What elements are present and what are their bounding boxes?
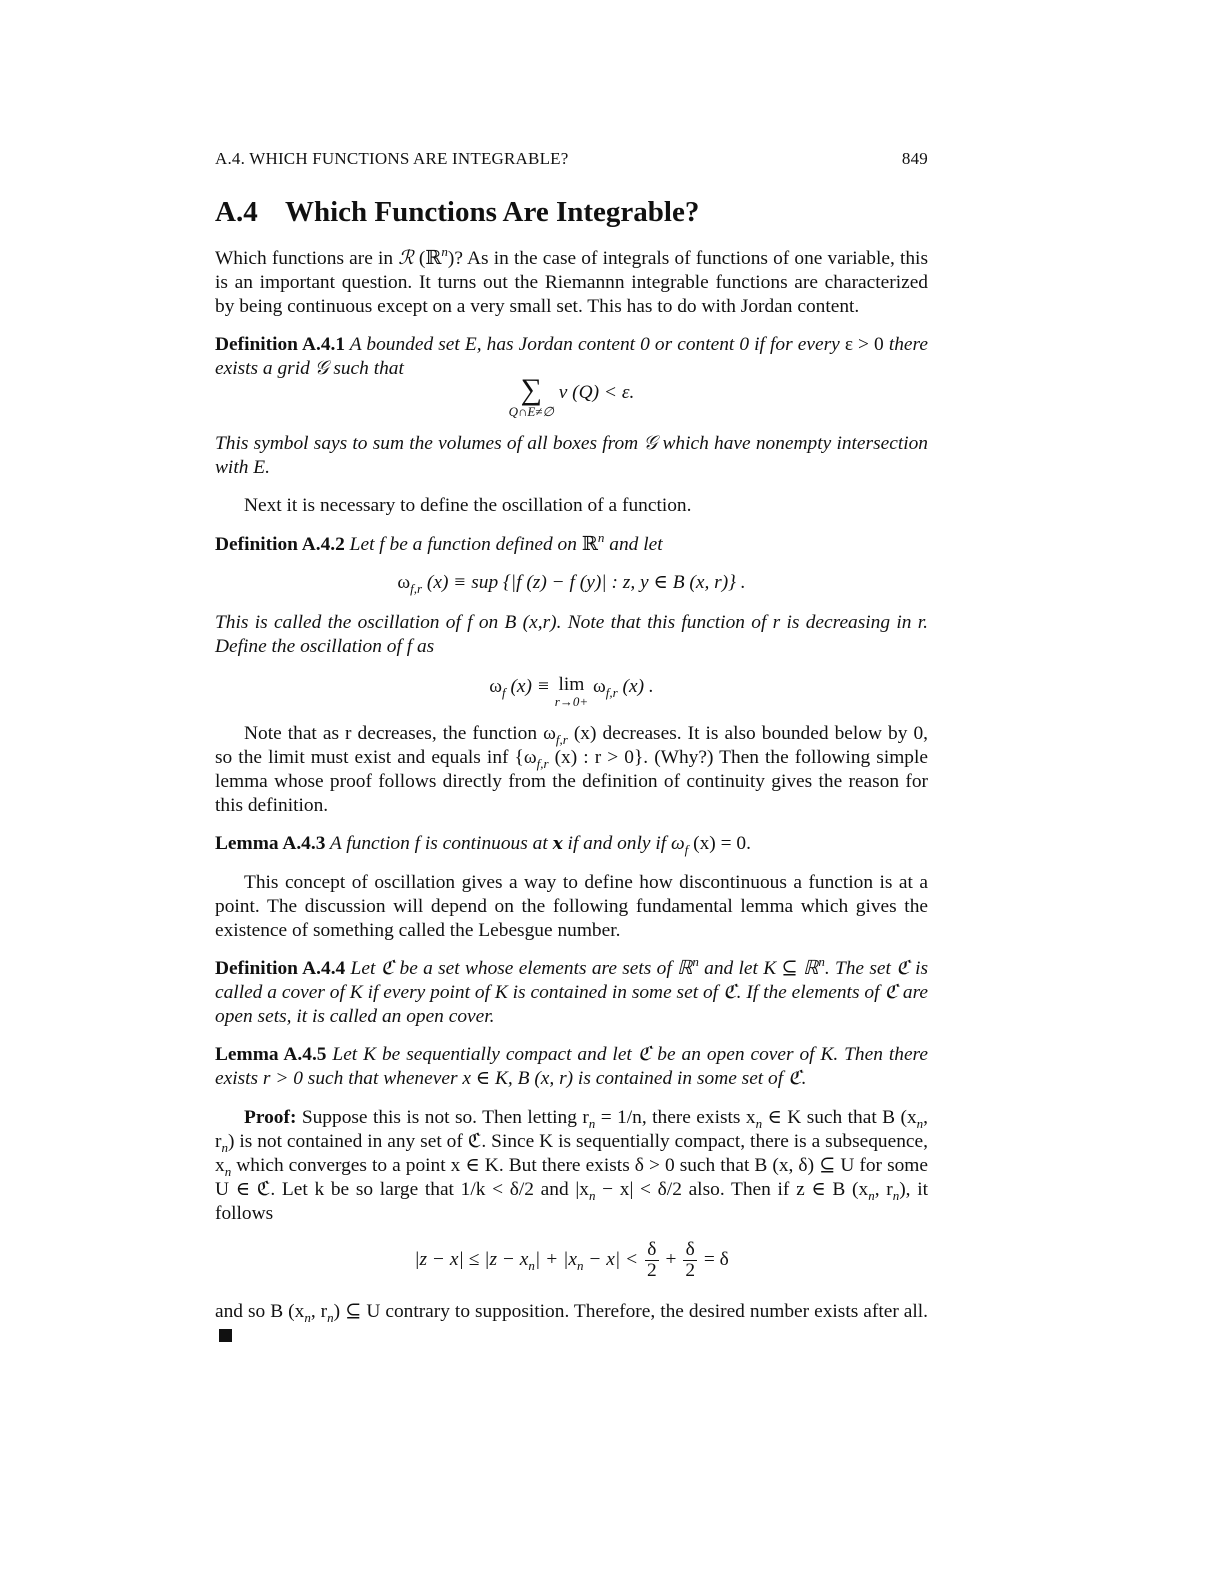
definition-a41: Definition A.4.1 A bounded set E, has Jordan content 0 or content 0 if for every ε > 0 there exists a grid 𝒢 such that (215, 334, 928, 379)
concept-paragraph: This concept of oscillation gives a way to define how discontinuous a function is at a point. The discussion will depend on the following fundamental lemma which gives the existence of something called the Lebesgue number. (215, 872, 928, 941)
limit-equation: $\omega_f$ (x) ≡ lim r→0+ $\omega_{f,r}$ (x) . (489, 674, 654, 709)
intro-paragraph: Which functions are in ℛ (ℝ$^n$)? As in the case of integrals of functions of one variable, this is an important question. It turns out the Riemannn integrable functions are characterized by being continuous except on a very small set. This has to do with Jordan content. (215, 244, 928, 317)
definition-label: Definition A.4.1 (215, 334, 346, 355)
oscillation-intro: Next it is necessary to define the oscillation of a function. (244, 495, 692, 516)
lemma-a45: Lemma A.4.5 Let K be sequentially compact and let ℭ be an open cover of K. Then there exists r > 0 such that whenever x ∈ K, B (x, r) is contained in some set of ℭ. (215, 1044, 928, 1089)
section-heading (215, 194, 699, 230)
definition-a44: Definition A.4.4 Let ℭ be a set whose elements are sets of ℝ$^n$ and let K ⊆ ℝ$^n$. The set ℭ is called a cover of K if every point of K is contained in some set of ℭ. If the elements of ℭ are open sets, it is called an open cover. (215, 954, 929, 1027)
lemma-a43: Lemma A.4.3 A function f is continuous at x if and only if $\omega_f$ (x) = 0. (215, 833, 751, 857)
section-title: Which Functions Are Integrable? (285, 196, 700, 228)
proof-paragraph: Proof: Suppose this is not so. Then letting $r_n = 1/n$, there exists $x_n$ ∈ K such that B ($x_n$, $r_n$) is not contained in any set of ℭ. Since K is sequentially compact, there is a subsequence, $x_n$ which converges to a point x ∈ K. But there exists δ > 0 such that B (x, δ) ⊆ U for some U ∈ ℭ. Let k be so large that 1/k < δ/2 and $|x_n - x| < \delta/2$ also. Then if z ∈ B ($x_n$, $r_n$), it follows (215, 1107, 929, 1224)
triangle-inequality-equation: $|z - x| \le |z - x_n| + |x_n - x|$ < $\frac{\delta}{2}$ + $\frac{\delta}{2}$ = δ (414, 1239, 729, 1281)
note-paragraph: Note that as r decreases, the function $\omega_{f,r}$ (x) decreases. It is also bounded below by 0, so the limit must exist and equals inf {$\omega_{f,r}$ (x) : r > 0}. (Why?) Then the following simple lemma whose proof follows directly from the definition of continuity gives the reason for this definition. (215, 723, 928, 816)
section-number: A.4 (215, 196, 258, 228)
definition-a41-explanation: This symbol says to sum the volumes of all boxes from 𝒢 which have nonempty intersection with E. (215, 433, 928, 478)
oscillation-equation: $\omega_{f,r}$ (x) ≡ sup {|f (z) − f (y)| : z, y ∈ B (x, r)} . (397, 572, 746, 596)
running-head (215, 147, 928, 173)
sum-equation: ∑ Q∩E≠∅ v (Q) < ε. (508, 373, 635, 419)
qed-square-icon (219, 1329, 232, 1342)
proof-conclusion: and so B ($x_n$, $r_n$) ⊆ U contrary to supposition. Therefore, the desired number exists after all. (215, 1300, 928, 1348)
definition-a42: Definition A.4.2 Let f be a function defined on ℝ$^n$ and let (215, 530, 663, 555)
page-number: 849 (901, 149, 928, 168)
running-title: A.4. WHICH FUNCTIONS ARE INTEGRABLE? (215, 149, 569, 168)
definition-a42-explanation: This is called the oscillation of f on B (x,r). Note that this function of r is decreasing in r. Define the oscillation of f as (215, 612, 928, 657)
